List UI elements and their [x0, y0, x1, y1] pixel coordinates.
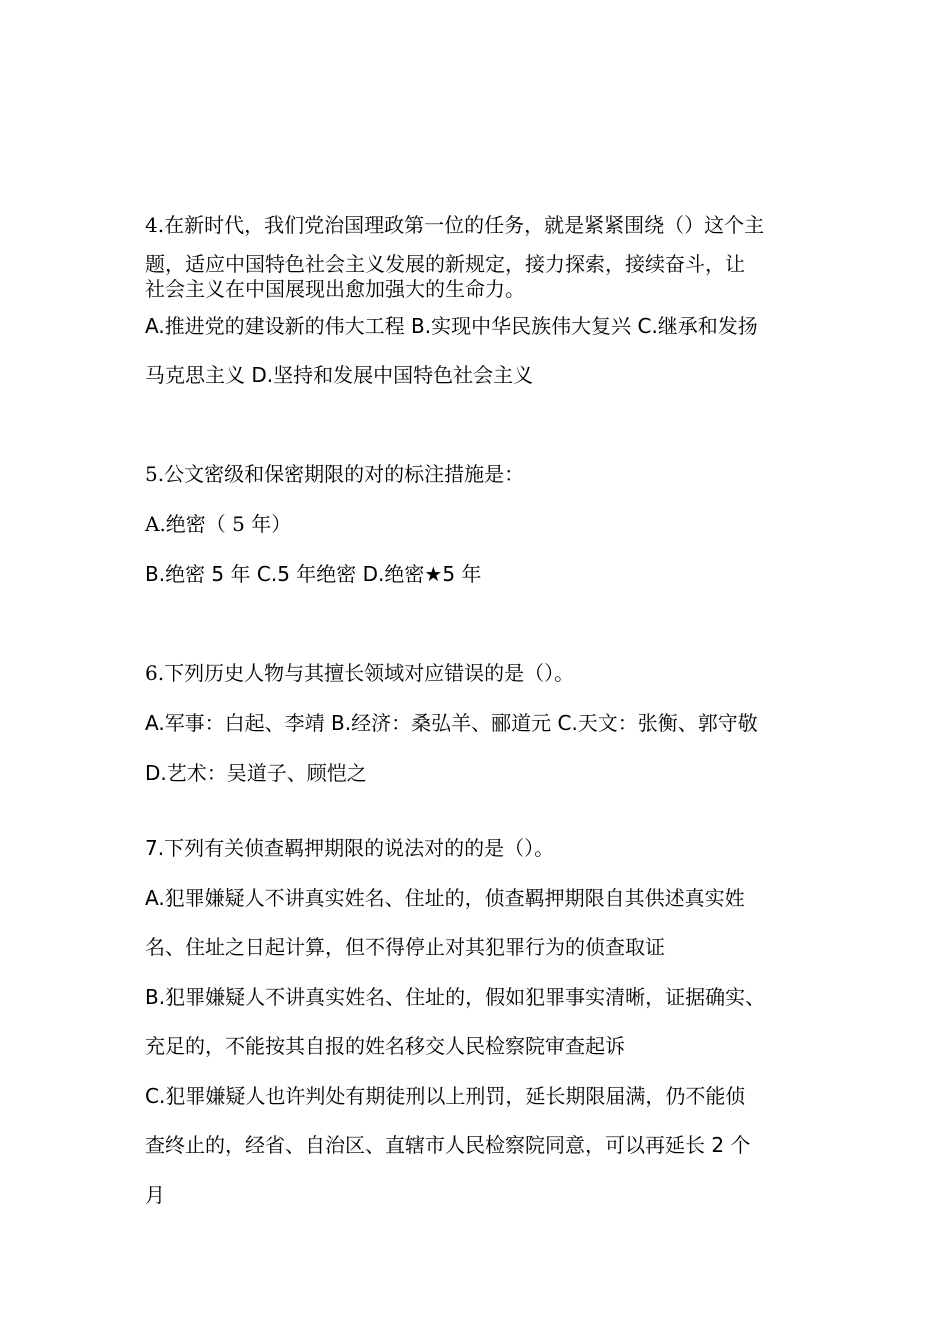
question-4-stem-line-1: 4.在新时代，我们党治国理政第一位的任务，就是紧紧围绕（）这个主	[145, 213, 765, 237]
question-5-options-bcd: B.绝密 5 年 C.5 年绝密 D.绝密★5 年	[145, 562, 482, 586]
question-7-option-a-line-1: A.犯罪嫌疑人不讲真实姓名、住址的，侦查羁押期限自其供述真实姓	[145, 886, 745, 910]
question-7-option-b-line-2: 充足的，不能按其自报的姓名移交人民检察院审查起诉	[145, 1034, 625, 1058]
question-5-stem: 5.公文密级和保密期限的对的标注措施是：	[145, 462, 525, 486]
question-6-options-line-1: A.军事：白起、李靖 B.经济：桑弘羊、郦道元 C.天文：张衡、郭守敬	[145, 711, 758, 735]
question-6-options-line-2: D.艺术：吴道子、顾恺之	[145, 761, 367, 785]
question-7-option-c-line-3: 月	[145, 1183, 165, 1207]
question-5-option-a: A.绝密（ 5 年）	[145, 512, 292, 536]
question-7-option-a-line-2: 名、住址之日起计算，但不得停止对其犯罪行为的侦查取证	[145, 935, 665, 959]
question-7-option-b-line-1: B.犯罪嫌疑人不讲真实姓名、住址的，假如犯罪事实清晰，证据确实、	[145, 985, 766, 1009]
question-4-stem-line-2: 题，适应中国特色社会主义发展的新规定，接力探索，接续奋斗，让	[145, 252, 745, 276]
question-4-options-line-2: 马克思主义 D.坚持和发展中国特色社会主义	[145, 363, 534, 387]
question-4-stem-line-3: 社会主义在中国展现出愈加强大的生命力。	[145, 277, 525, 301]
question-7-option-c-line-2: 查终止的，经省、自治区、直辖市人民检察院同意，可以再延长 2 个	[145, 1133, 751, 1157]
question-7-option-c-line-1: C.犯罪嫌疑人也许判处有期徒刑以上刑罚，延长期限届满，仍不能侦	[145, 1084, 746, 1108]
question-7-stem: 7.下列有关侦查羁押期限的说法对的的是（）。	[145, 836, 555, 860]
question-4-options-line-1: A.推进党的建设新的伟大工程 B.实现中华民族伟大复兴 C.继承和发扬	[145, 314, 758, 338]
question-6-stem: 6.下列历史人物与其擅长领域对应错误的是（）。	[145, 661, 575, 685]
